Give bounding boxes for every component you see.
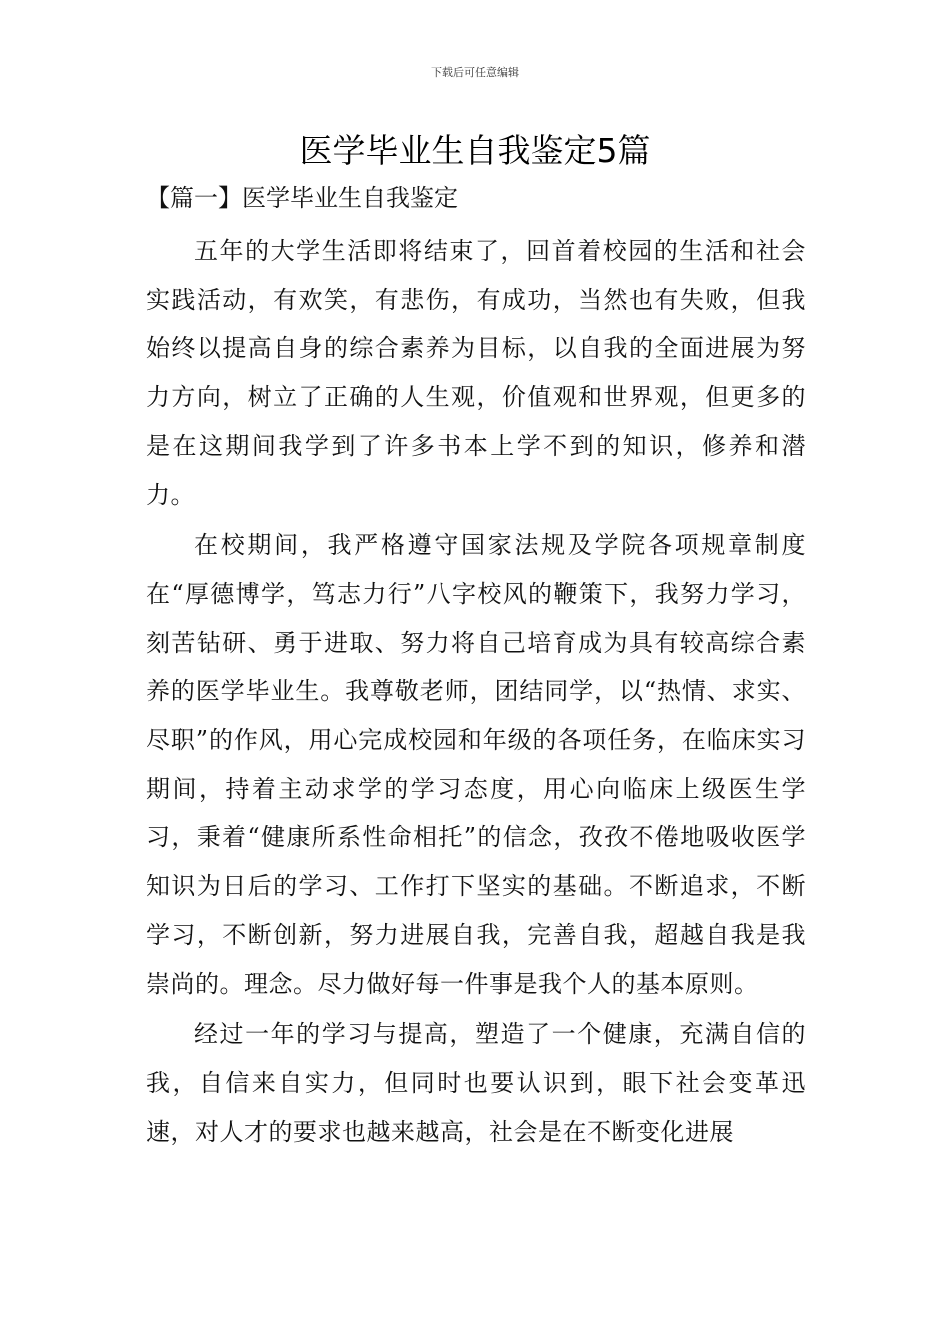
paragraph-2: 在校期间，我严格遵守国家法规及学院各项规章制度在“厚德博学，笃志力行”八字校风的鞭策下，我努力学习，刻苦钻研、勇于进取、努力将自己培育成为具有较高综合素养的医学毕业生。我尊敬老师，团结同学，以“热情、求实、尽职”的作风，用心完成校园和年级的各项任务，在临床实习期间，持着主动求学的学习态度，用心向临床上级医生学习，秉着“健康所系性命相托”的信念，孜孜不倦地吸收医学知识为日后的学习、工作打下坚实的基础。不断追求，不断学习，不断创新，努力进展自我，完善自我，超越自我是我崇尚的。理念。尽力做好每一件事是我个人的基本原则。 bbox=[146, 531, 806, 998]
document-body bbox=[146, 227, 806, 1158]
page-header-note: 下载后可任意编辑 bbox=[431, 66, 519, 79]
paragraph-1: 五年的大学生活即将结束了，回首着校园的生活和社会实践活动，有欢笑，有悲伤，有成功，当然也有失败，但我始终以提高自身的综合素养为目标，以自我的全面进展为努力方向，树立了正确的人生观，价值观和世界观，但更多的是在这期间我学到了许多书本上学不到的知识，修养和潜力。 bbox=[146, 237, 806, 509]
paragraph-3: 经过一年的学习与提高，塑造了一个健康，充满自信的我，自信来自实力，但同时也要认识到，眼下社会变革迅速，对人才的要求也越来越高，社会是在不断变化进展 bbox=[146, 1020, 806, 1146]
document-title: 医学毕业生自我鉴定5篇 bbox=[299, 131, 651, 170]
section-heading: 【篇一】医学毕业生自我鉴定 bbox=[146, 184, 458, 212]
